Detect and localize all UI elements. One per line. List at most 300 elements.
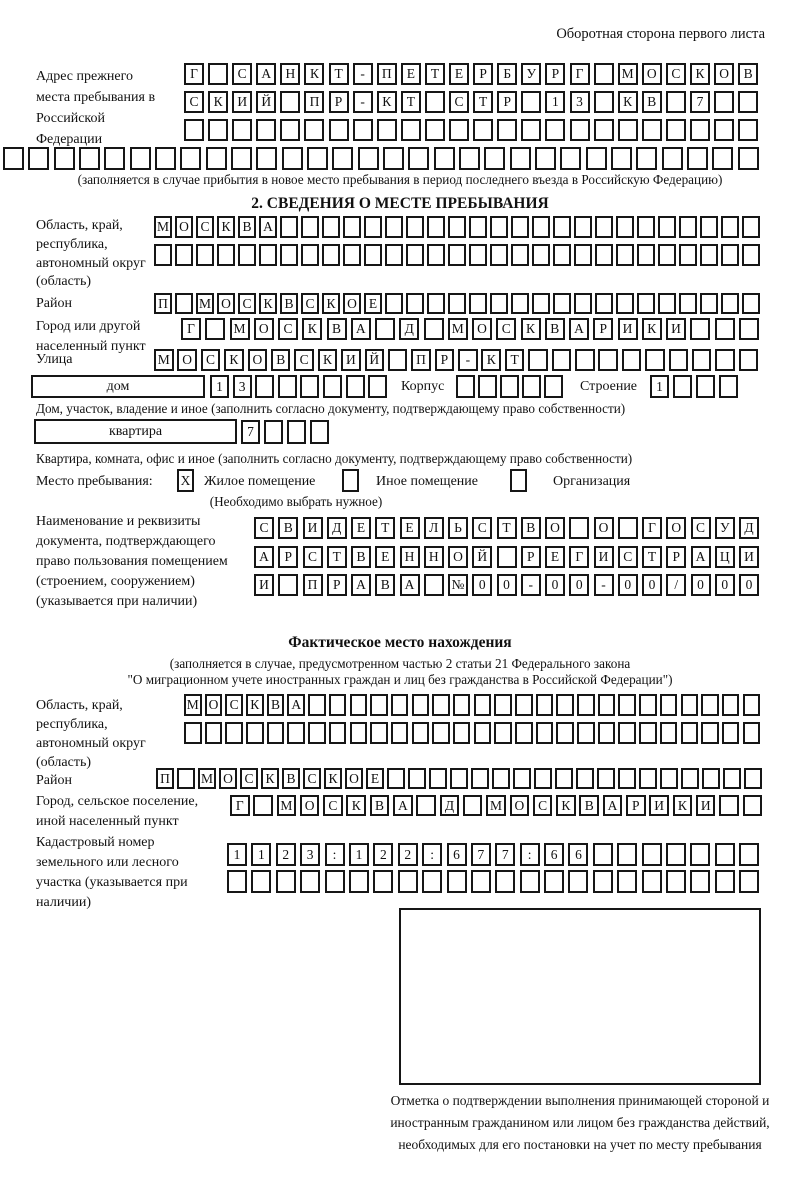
char-box[interactable]: Т	[401, 91, 421, 113]
char-box[interactable]	[658, 293, 676, 314]
char-box[interactable]: С	[303, 546, 323, 568]
char-box[interactable]	[432, 722, 450, 744]
char-box[interactable]: В	[375, 574, 395, 596]
char-box[interactable]	[532, 244, 550, 266]
char-box[interactable]	[255, 375, 274, 398]
char-box[interactable]: -	[353, 63, 373, 85]
char-box[interactable]	[256, 147, 277, 170]
char-box[interactable]: У	[715, 517, 735, 539]
stay-type-checkbox-residential[interactable]: X	[177, 469, 194, 492]
char-box[interactable]: О	[510, 795, 530, 816]
char-box[interactable]	[679, 293, 697, 314]
char-box[interactable]	[744, 768, 762, 789]
char-box[interactable]	[639, 694, 657, 716]
char-box[interactable]	[742, 216, 760, 238]
char-box[interactable]	[700, 244, 718, 266]
char-box[interactable]	[597, 768, 615, 789]
char-box[interactable]	[459, 147, 480, 170]
char-box[interactable]	[721, 293, 739, 314]
char-box[interactable]: Р	[626, 795, 646, 816]
char-box[interactable]: М	[618, 63, 638, 85]
char-box[interactable]: И	[696, 795, 716, 816]
char-box[interactable]	[701, 694, 719, 716]
char-box[interactable]	[553, 244, 571, 266]
char-box[interactable]	[79, 147, 100, 170]
char-box[interactable]: К	[324, 768, 342, 789]
char-box[interactable]	[208, 63, 228, 85]
char-box[interactable]: К	[521, 318, 541, 340]
char-box[interactable]	[556, 694, 574, 716]
char-box[interactable]	[715, 318, 735, 340]
char-box[interactable]	[515, 694, 533, 716]
char-box[interactable]: О	[714, 63, 734, 85]
char-box[interactable]	[495, 870, 515, 893]
char-box[interactable]: В	[545, 318, 565, 340]
char-box[interactable]: К	[224, 349, 244, 371]
char-box[interactable]	[712, 147, 733, 170]
char-box[interactable]	[511, 216, 529, 238]
char-box[interactable]	[690, 318, 710, 340]
char-box[interactable]	[586, 147, 607, 170]
char-box[interactable]: А	[400, 574, 420, 596]
char-box[interactable]: -	[353, 91, 373, 113]
char-box[interactable]: А	[691, 546, 711, 568]
char-box[interactable]: Т	[329, 63, 349, 85]
char-box[interactable]	[738, 147, 759, 170]
char-box[interactable]	[715, 843, 735, 866]
char-box[interactable]: Й	[365, 349, 385, 371]
char-box[interactable]: А	[256, 63, 276, 85]
char-box[interactable]: Е	[366, 768, 384, 789]
char-box[interactable]: И	[303, 517, 323, 539]
char-box[interactable]	[377, 119, 397, 141]
char-box[interactable]: Ь	[448, 517, 468, 539]
char-box[interactable]	[267, 722, 285, 744]
char-box[interactable]	[690, 843, 710, 866]
char-box[interactable]: Е	[400, 517, 420, 539]
char-box[interactable]: В	[351, 546, 371, 568]
char-box[interactable]	[300, 870, 320, 893]
char-box[interactable]	[521, 91, 541, 113]
char-box[interactable]	[569, 517, 589, 539]
char-box[interactable]	[715, 870, 735, 893]
char-box[interactable]	[544, 870, 564, 893]
char-box[interactable]	[349, 870, 369, 893]
char-box[interactable]	[722, 722, 740, 744]
char-box[interactable]: К	[556, 795, 576, 816]
char-box[interactable]: Т	[642, 546, 662, 568]
char-box[interactable]	[246, 722, 264, 744]
char-box[interactable]: С	[472, 517, 492, 539]
char-box[interactable]: К	[642, 318, 662, 340]
char-box[interactable]	[205, 722, 223, 744]
char-box[interactable]	[208, 119, 228, 141]
char-box[interactable]: К	[217, 216, 235, 238]
char-box[interactable]: С	[301, 293, 319, 314]
char-box[interactable]	[196, 244, 214, 266]
char-box[interactable]	[611, 147, 632, 170]
char-box[interactable]: Е	[545, 546, 565, 568]
char-box[interactable]	[742, 293, 760, 314]
char-box[interactable]	[308, 722, 326, 744]
char-box[interactable]	[448, 216, 466, 238]
char-box[interactable]	[398, 870, 418, 893]
char-box[interactable]	[666, 91, 686, 113]
char-box[interactable]: В	[280, 293, 298, 314]
char-box[interactable]: С	[449, 91, 469, 113]
char-box[interactable]: М	[277, 795, 297, 816]
char-box[interactable]	[673, 375, 692, 398]
char-box[interactable]: С	[294, 349, 314, 371]
char-box[interactable]	[642, 119, 662, 141]
char-box[interactable]: 7	[495, 843, 515, 866]
char-box[interactable]	[555, 768, 573, 789]
char-box[interactable]: Д	[440, 795, 460, 816]
char-box[interactable]	[511, 293, 529, 314]
char-box[interactable]	[577, 694, 595, 716]
char-box[interactable]	[534, 768, 552, 789]
char-box[interactable]: В	[579, 795, 599, 816]
char-box[interactable]	[484, 147, 505, 170]
char-box[interactable]	[300, 375, 319, 398]
char-box[interactable]: А	[393, 795, 413, 816]
char-box[interactable]	[406, 216, 424, 238]
char-box[interactable]: В	[238, 216, 256, 238]
char-box[interactable]: :	[422, 843, 442, 866]
char-box[interactable]: 7	[690, 91, 710, 113]
char-box[interactable]: 0	[739, 574, 759, 596]
char-box[interactable]	[700, 216, 718, 238]
char-box[interactable]	[669, 349, 689, 371]
char-box[interactable]	[666, 843, 686, 866]
char-box[interactable]: 3	[233, 375, 252, 398]
stay-type-checkbox-other-premises[interactable]	[342, 469, 359, 492]
char-box[interactable]	[556, 722, 574, 744]
char-box[interactable]: Н	[400, 546, 420, 568]
char-box[interactable]	[743, 722, 761, 744]
char-box[interactable]	[739, 870, 759, 893]
char-box[interactable]	[469, 244, 487, 266]
char-box[interactable]: /	[666, 574, 686, 596]
char-box[interactable]	[553, 293, 571, 314]
char-box[interactable]: 0	[715, 574, 735, 596]
char-box[interactable]: О	[175, 216, 193, 238]
char-box[interactable]	[660, 694, 678, 716]
char-box[interactable]	[574, 244, 592, 266]
char-box[interactable]	[719, 795, 739, 816]
char-box[interactable]	[383, 147, 404, 170]
char-box[interactable]	[642, 870, 662, 893]
char-box[interactable]: К	[304, 63, 324, 85]
char-box[interactable]	[511, 244, 529, 266]
char-box[interactable]	[450, 768, 468, 789]
char-box[interactable]	[385, 216, 403, 238]
char-box[interactable]: 0	[472, 574, 492, 596]
char-box[interactable]	[497, 119, 517, 141]
char-box[interactable]	[692, 349, 712, 371]
char-box[interactable]	[206, 147, 227, 170]
char-box[interactable]	[743, 694, 761, 716]
char-box[interactable]	[259, 244, 277, 266]
char-box[interactable]	[598, 349, 618, 371]
char-box[interactable]	[575, 349, 595, 371]
char-box[interactable]	[469, 216, 487, 238]
char-box[interactable]	[432, 694, 450, 716]
char-box[interactable]: С	[225, 694, 243, 716]
char-box[interactable]	[738, 119, 758, 141]
char-box[interactable]	[391, 722, 409, 744]
char-box[interactable]	[375, 318, 395, 340]
char-box[interactable]	[574, 293, 592, 314]
char-box[interactable]: О	[642, 63, 662, 85]
char-box[interactable]: Т	[327, 546, 347, 568]
char-box[interactable]: :	[520, 843, 540, 866]
char-box[interactable]: В	[642, 91, 662, 113]
char-box[interactable]	[256, 119, 276, 141]
char-box[interactable]: Е	[449, 63, 469, 85]
char-box[interactable]: К	[261, 768, 279, 789]
char-box[interactable]: Л	[424, 517, 444, 539]
char-box[interactable]	[453, 694, 471, 716]
char-box[interactable]: А	[351, 574, 371, 596]
char-box[interactable]: В	[282, 768, 300, 789]
char-box[interactable]: №	[448, 574, 468, 596]
char-box[interactable]: 1	[349, 843, 369, 866]
char-box[interactable]: О	[219, 768, 237, 789]
char-box[interactable]: Й	[256, 91, 276, 113]
char-box[interactable]	[513, 768, 531, 789]
char-box[interactable]	[276, 870, 296, 893]
char-box[interactable]: 0	[618, 574, 638, 596]
char-box[interactable]	[184, 722, 202, 744]
char-box[interactable]: М	[196, 293, 214, 314]
char-box[interactable]	[322, 244, 340, 266]
char-box[interactable]: Г	[181, 318, 201, 340]
char-box[interactable]: С	[278, 318, 298, 340]
char-box[interactable]: Е	[351, 517, 371, 539]
char-box[interactable]: К	[690, 63, 710, 85]
char-box[interactable]	[595, 216, 613, 238]
char-box[interactable]: О	[300, 795, 320, 816]
char-box[interactable]	[723, 768, 741, 789]
char-box[interactable]	[714, 119, 734, 141]
char-box[interactable]	[364, 216, 382, 238]
char-box[interactable]: -	[458, 349, 478, 371]
char-box[interactable]	[406, 244, 424, 266]
char-box[interactable]	[264, 420, 283, 444]
char-box[interactable]	[616, 293, 634, 314]
char-box[interactable]: А	[569, 318, 589, 340]
char-box[interactable]	[278, 375, 297, 398]
char-box[interactable]	[3, 147, 24, 170]
char-box[interactable]	[422, 870, 442, 893]
char-box[interactable]	[280, 216, 298, 238]
char-box[interactable]	[622, 349, 642, 371]
char-box[interactable]: М	[230, 318, 250, 340]
char-box[interactable]	[521, 119, 541, 141]
char-box[interactable]	[618, 768, 636, 789]
char-box[interactable]: О	[177, 349, 197, 371]
char-box[interactable]: Р	[435, 349, 455, 371]
char-box[interactable]: П	[411, 349, 431, 371]
char-box[interactable]: И	[739, 546, 759, 568]
char-box[interactable]	[175, 293, 193, 314]
char-box[interactable]	[130, 147, 151, 170]
char-box[interactable]	[738, 91, 758, 113]
char-box[interactable]: 7	[471, 843, 491, 866]
char-box[interactable]	[535, 147, 556, 170]
char-box[interactable]: 2	[398, 843, 418, 866]
char-box[interactable]	[553, 216, 571, 238]
char-box[interactable]	[370, 694, 388, 716]
char-box[interactable]	[478, 375, 497, 398]
char-box[interactable]	[232, 119, 252, 141]
char-box[interactable]	[427, 216, 445, 238]
char-box[interactable]: С	[196, 216, 214, 238]
char-box[interactable]: К	[302, 318, 322, 340]
char-box[interactable]	[739, 843, 759, 866]
char-box[interactable]	[490, 244, 508, 266]
char-box[interactable]	[278, 574, 298, 596]
char-box[interactable]: Т	[425, 63, 445, 85]
char-box[interactable]: -	[594, 574, 614, 596]
char-box[interactable]	[343, 216, 361, 238]
char-box[interactable]: Р	[473, 63, 493, 85]
char-box[interactable]: Ц	[715, 546, 735, 568]
char-box[interactable]	[690, 870, 710, 893]
char-box[interactable]	[742, 244, 760, 266]
char-box[interactable]: Р	[329, 91, 349, 113]
char-box[interactable]	[343, 244, 361, 266]
char-box[interactable]: Г	[569, 546, 589, 568]
char-box[interactable]: Н	[280, 63, 300, 85]
char-box[interactable]: 2	[373, 843, 393, 866]
stay-type-checkbox-organization[interactable]	[510, 469, 527, 492]
char-box[interactable]	[532, 293, 550, 314]
char-box[interactable]	[449, 119, 469, 141]
char-box[interactable]: С	[323, 795, 343, 816]
char-box[interactable]	[310, 420, 329, 444]
char-box[interactable]	[463, 795, 483, 816]
char-box[interactable]: В	[370, 795, 390, 816]
char-box[interactable]	[544, 375, 563, 398]
char-box[interactable]: К	[246, 694, 264, 716]
char-box[interactable]: О	[345, 768, 363, 789]
char-box[interactable]	[719, 375, 738, 398]
char-box[interactable]: :	[325, 843, 345, 866]
char-box[interactable]	[280, 91, 300, 113]
char-box[interactable]	[434, 147, 455, 170]
char-box[interactable]: 6	[544, 843, 564, 866]
char-box[interactable]	[412, 722, 430, 744]
char-box[interactable]	[287, 420, 306, 444]
char-box[interactable]	[217, 244, 235, 266]
char-box[interactable]: Р	[278, 546, 298, 568]
char-box[interactable]	[177, 768, 195, 789]
char-box[interactable]: 3	[300, 843, 320, 866]
char-box[interactable]: Р	[497, 91, 517, 113]
char-box[interactable]: 0	[691, 574, 711, 596]
char-box[interactable]: К	[259, 293, 277, 314]
char-box[interactable]	[636, 147, 657, 170]
char-box[interactable]	[510, 147, 531, 170]
char-box[interactable]	[329, 722, 347, 744]
char-box[interactable]: И	[254, 574, 274, 596]
char-box[interactable]: Г	[642, 517, 662, 539]
char-box[interactable]	[448, 244, 466, 266]
char-box[interactable]	[205, 318, 225, 340]
char-box[interactable]	[642, 843, 662, 866]
char-box[interactable]	[227, 870, 247, 893]
char-box[interactable]	[448, 293, 466, 314]
char-box[interactable]: Г	[184, 63, 204, 85]
char-box[interactable]	[427, 244, 445, 266]
char-box[interactable]: -	[521, 574, 541, 596]
char-box[interactable]: А	[351, 318, 371, 340]
char-box[interactable]	[469, 293, 487, 314]
char-box[interactable]	[429, 768, 447, 789]
char-box[interactable]	[251, 870, 271, 893]
char-box[interactable]	[358, 147, 379, 170]
char-box[interactable]	[660, 768, 678, 789]
char-box[interactable]	[346, 375, 365, 398]
char-box[interactable]	[406, 293, 424, 314]
char-box[interactable]: О	[248, 349, 268, 371]
char-box[interactable]	[492, 768, 510, 789]
char-box[interactable]	[447, 870, 467, 893]
char-box[interactable]	[385, 293, 403, 314]
char-box[interactable]	[658, 244, 676, 266]
char-box[interactable]: М	[184, 694, 202, 716]
char-box[interactable]: О	[594, 517, 614, 539]
char-box[interactable]: Й	[472, 546, 492, 568]
char-box[interactable]	[368, 375, 387, 398]
char-box[interactable]	[681, 768, 699, 789]
char-box[interactable]: И	[649, 795, 669, 816]
char-box[interactable]	[593, 870, 613, 893]
char-box[interactable]	[155, 147, 176, 170]
char-box[interactable]	[425, 119, 445, 141]
char-box[interactable]	[722, 694, 740, 716]
char-box[interactable]: Т	[505, 349, 525, 371]
char-box[interactable]	[424, 574, 444, 596]
char-box[interactable]	[637, 244, 655, 266]
char-box[interactable]	[598, 722, 616, 744]
char-box[interactable]: Р	[327, 574, 347, 596]
char-box[interactable]	[679, 244, 697, 266]
char-box[interactable]: 1	[545, 91, 565, 113]
char-box[interactable]: П	[156, 768, 174, 789]
char-box[interactable]: К	[208, 91, 228, 113]
char-box[interactable]	[180, 147, 201, 170]
char-box[interactable]	[618, 517, 638, 539]
char-box[interactable]	[721, 244, 739, 266]
char-box[interactable]	[408, 768, 426, 789]
char-box[interactable]	[388, 349, 408, 371]
char-box[interactable]	[425, 91, 445, 113]
char-box[interactable]	[353, 119, 373, 141]
char-box[interactable]: 0	[569, 574, 589, 596]
char-box[interactable]: И	[618, 318, 638, 340]
char-box[interactable]: В	[271, 349, 291, 371]
char-box[interactable]: 1	[210, 375, 229, 398]
char-box[interactable]: К	[346, 795, 366, 816]
char-box[interactable]	[329, 694, 347, 716]
char-box[interactable]	[253, 795, 273, 816]
char-box[interactable]: С	[691, 517, 711, 539]
char-box[interactable]	[687, 147, 708, 170]
char-box[interactable]: Д	[327, 517, 347, 539]
